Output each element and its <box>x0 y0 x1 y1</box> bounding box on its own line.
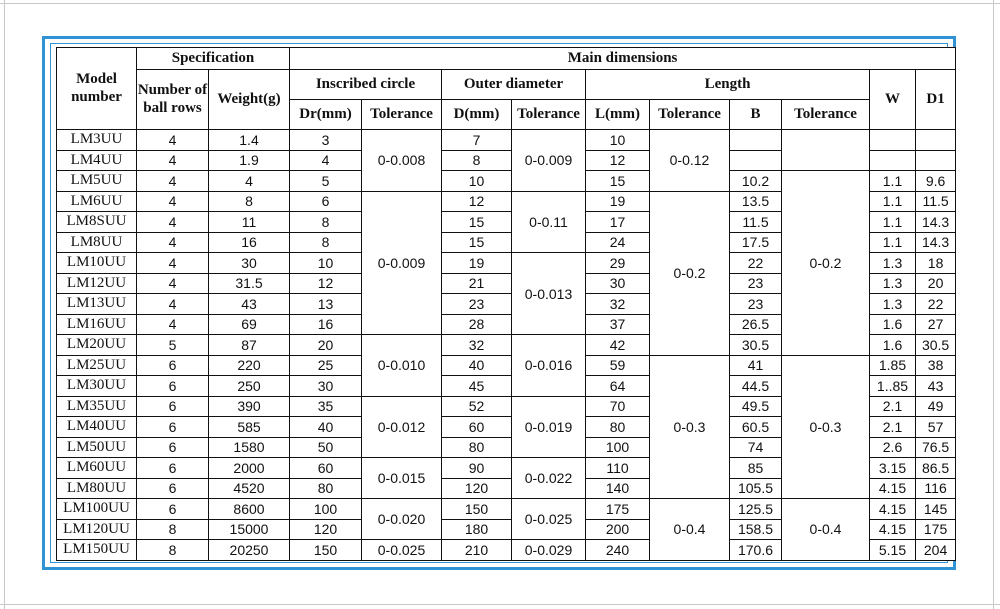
cell-weight: 1.9 <box>209 150 290 171</box>
cell-ball-rows: 6 <box>137 499 209 520</box>
cell-d1: 22 <box>916 294 956 315</box>
cell-b: 105.5 <box>730 478 782 499</box>
cell-w: 1.3 <box>870 294 916 315</box>
cell-d: 8 <box>442 150 512 171</box>
cell-model: LM100UU <box>57 499 137 520</box>
cell-l: 15 <box>586 171 650 192</box>
cell-l: 19 <box>586 191 650 212</box>
header-d-tolerance: Tolerance <box>512 100 586 130</box>
cell-d-tolerance: 0-0.009 <box>512 130 586 192</box>
cell-weight: 15000 <box>209 519 290 540</box>
cell-d1 <box>916 130 956 151</box>
cell-l: 10 <box>586 130 650 151</box>
header-main-dimensions: Main dimensions <box>290 48 956 70</box>
cell-model: LM30UU <box>57 376 137 397</box>
cell-d: 80 <box>442 437 512 458</box>
cell-ball-rows: 4 <box>137 314 209 335</box>
cell-d-tolerance: 0-0.029 <box>512 540 586 561</box>
cell-b: 11.5 <box>730 212 782 233</box>
cell-weight: 220 <box>209 355 290 376</box>
cell-l: 12 <box>586 150 650 171</box>
cell-model: LM40UU <box>57 417 137 438</box>
cell-weight: 585 <box>209 417 290 438</box>
cell-w <box>870 150 916 171</box>
right-guide-line <box>993 0 994 609</box>
cell-l: 64 <box>586 376 650 397</box>
cell-d1: 86.5 <box>916 458 956 479</box>
cell-dr: 4 <box>290 150 362 171</box>
cell-b-tolerance: 0-0.2 <box>782 171 870 356</box>
cell-dr-tolerance: 0-0.020 <box>362 499 442 540</box>
cell-b: 17.5 <box>730 232 782 253</box>
cell-d1: 20 <box>916 273 956 294</box>
cell-d-tolerance: 0-0.11 <box>512 191 586 253</box>
cell-dr: 120 <box>290 519 362 540</box>
cell-ball-rows: 4 <box>137 150 209 171</box>
cell-d: 150 <box>442 499 512 520</box>
cell-d-tolerance: 0-0.016 <box>512 335 586 397</box>
cell-b: 49.5 <box>730 396 782 417</box>
cell-weight: 20250 <box>209 540 290 561</box>
cell-dr: 3 <box>290 130 362 151</box>
cell-model: LM60UU <box>57 458 137 479</box>
cell-w: 1.3 <box>870 253 916 274</box>
cell-d-tolerance: 0-0.025 <box>512 499 586 540</box>
cell-weight: 69 <box>209 314 290 335</box>
cell-weight: 8 <box>209 191 290 212</box>
cell-d1: 116 <box>916 478 956 499</box>
linear-bearing-spec-table <box>56 47 956 561</box>
cell-b: 23 <box>730 273 782 294</box>
cell-w: 1.3 <box>870 273 916 294</box>
cell-ball-rows: 6 <box>137 437 209 458</box>
header-specification: Specification <box>137 48 290 70</box>
cell-model: LM5UU <box>57 171 137 192</box>
cell-model: LM120UU <box>57 519 137 540</box>
header-l: L(mm) <box>586 100 650 130</box>
cell-dr: 10 <box>290 253 362 274</box>
header-length: Length <box>586 70 870 100</box>
cell-d: 120 <box>442 478 512 499</box>
cell-d1: 145 <box>916 499 956 520</box>
cell-weight: 30 <box>209 253 290 274</box>
cell-d1: 11.5 <box>916 191 956 212</box>
cell-d: 90 <box>442 458 512 479</box>
cell-d1: 57 <box>916 417 956 438</box>
cell-b: 170.6 <box>730 540 782 561</box>
cell-dr: 5 <box>290 171 362 192</box>
cell-d: 40 <box>442 355 512 376</box>
cell-w: 1.85 <box>870 355 916 376</box>
cell-dr: 30 <box>290 376 362 397</box>
cell-model: LM50UU <box>57 437 137 458</box>
cell-ball-rows: 4 <box>137 232 209 253</box>
cell-ball-rows: 6 <box>137 376 209 397</box>
cell-l: 175 <box>586 499 650 520</box>
cell-d: 32 <box>442 335 512 356</box>
cell-dr-tolerance: 0-0.008 <box>362 130 442 192</box>
cell-b: 74 <box>730 437 782 458</box>
cell-model: LM25UU <box>57 355 137 376</box>
header-model-number: Model number <box>57 48 137 130</box>
cell-weight: 16 <box>209 232 290 253</box>
cell-b: 13.5 <box>730 191 782 212</box>
cell-d: 60 <box>442 417 512 438</box>
header-dr-tolerance: Tolerance <box>362 100 442 130</box>
cell-dr: 20 <box>290 335 362 356</box>
cell-l: 37 <box>586 314 650 335</box>
cell-b-tolerance: 0-0.3 <box>782 355 870 499</box>
top-guide-line <box>0 3 1000 4</box>
cell-w: 3.15 <box>870 458 916 479</box>
cell-l: 59 <box>586 355 650 376</box>
cell-d1: 27 <box>916 314 956 335</box>
cell-l: 29 <box>586 253 650 274</box>
table-row <box>57 171 956 192</box>
cell-ball-rows: 6 <box>137 396 209 417</box>
header-dr: Dr(mm) <box>290 100 362 130</box>
cell-l-tolerance: 0-0.2 <box>650 191 730 355</box>
cell-d1: 14.3 <box>916 232 956 253</box>
cell-d1: 204 <box>916 540 956 561</box>
cell-d: 15 <box>442 232 512 253</box>
cell-d: 23 <box>442 294 512 315</box>
cell-w: 2.6 <box>870 437 916 458</box>
cell-ball-rows: 8 <box>137 519 209 540</box>
cell-d1: 14.3 <box>916 212 956 233</box>
cell-d: 10 <box>442 171 512 192</box>
cell-w: 1..85 <box>870 376 916 397</box>
cell-b: 125.5 <box>730 499 782 520</box>
header-w: W <box>870 70 916 130</box>
cell-l-tolerance: 0-0.4 <box>650 499 730 561</box>
cell-model: LM12UU <box>57 273 137 294</box>
cell-ball-rows: 6 <box>137 478 209 499</box>
cell-ball-rows: 4 <box>137 212 209 233</box>
cell-model: LM35UU <box>57 396 137 417</box>
cell-ball-rows: 8 <box>137 540 209 561</box>
table-row <box>57 355 956 376</box>
cell-l: 70 <box>586 396 650 417</box>
cell-w: 1.1 <box>870 232 916 253</box>
cell-dr: 6 <box>290 191 362 212</box>
cell-model: LM8UU <box>57 232 137 253</box>
cell-model: LM13UU <box>57 294 137 315</box>
header-weight: Weight(g) <box>209 70 290 130</box>
cell-d: 52 <box>442 396 512 417</box>
cell-b: 158.5 <box>730 519 782 540</box>
cell-ball-rows: 6 <box>137 355 209 376</box>
cell-weight: 31.5 <box>209 273 290 294</box>
cell-dr: 40 <box>290 417 362 438</box>
cell-d: 19 <box>442 253 512 274</box>
cell-dr: 100 <box>290 499 362 520</box>
cell-model: LM10UU <box>57 253 137 274</box>
cell-dr: 50 <box>290 437 362 458</box>
cell-l: 140 <box>586 478 650 499</box>
cell-ball-rows: 6 <box>137 417 209 438</box>
cell-l: 240 <box>586 540 650 561</box>
cell-model: LM6UU <box>57 191 137 212</box>
cell-ball-rows: 4 <box>137 171 209 192</box>
cell-d-tolerance: 0-0.013 <box>512 253 586 335</box>
header-outer-diameter: Outer diameter <box>442 70 586 100</box>
table-row <box>57 499 956 520</box>
cell-b: 10.2 <box>730 171 782 192</box>
cell-l: 24 <box>586 232 650 253</box>
cell-weight: 2000 <box>209 458 290 479</box>
bottom-guide-line <box>0 604 1000 605</box>
cell-dr-tolerance: 0-0.015 <box>362 458 442 499</box>
cell-l: 30 <box>586 273 650 294</box>
cell-b: 30.5 <box>730 335 782 356</box>
cell-dr: 8 <box>290 212 362 233</box>
cell-weight: 1580 <box>209 437 290 458</box>
cell-b: 85 <box>730 458 782 479</box>
cell-ball-rows: 4 <box>137 130 209 151</box>
cell-dr: 8 <box>290 232 362 253</box>
cell-dr: 60 <box>290 458 362 479</box>
cell-w: 4.15 <box>870 499 916 520</box>
cell-model: LM150UU <box>57 540 137 561</box>
cell-b: 60.5 <box>730 417 782 438</box>
cell-l-tolerance: 0-0.3 <box>650 355 730 499</box>
cell-dr: 13 <box>290 294 362 315</box>
cell-d-tolerance: 0-0.019 <box>512 396 586 458</box>
cell-l: 110 <box>586 458 650 479</box>
cell-w: 1.6 <box>870 335 916 356</box>
cell-ball-rows: 6 <box>137 458 209 479</box>
cell-dr-tolerance: 0-0.010 <box>362 335 442 397</box>
cell-l: 80 <box>586 417 650 438</box>
cell-dr: 25 <box>290 355 362 376</box>
cell-w: 1.6 <box>870 314 916 335</box>
cell-b <box>730 130 782 151</box>
cell-weight: 4520 <box>209 478 290 499</box>
cell-model: LM80UU <box>57 478 137 499</box>
cell-ball-rows: 4 <box>137 191 209 212</box>
table-row <box>57 130 956 151</box>
cell-d: 45 <box>442 376 512 397</box>
cell-w <box>870 130 916 151</box>
header-l-tolerance: Tolerance <box>650 100 730 130</box>
cell-l: 32 <box>586 294 650 315</box>
cell-b <box>730 150 782 171</box>
cell-weight: 250 <box>209 376 290 397</box>
cell-w: 1.1 <box>870 171 916 192</box>
cell-model: LM20UU <box>57 335 137 356</box>
header-b: B <box>730 100 782 130</box>
cell-d: 28 <box>442 314 512 335</box>
header-b-tolerance: Tolerance <box>782 100 870 130</box>
cell-dr-tolerance: 0-0.025 <box>362 540 442 561</box>
cell-weight: 11 <box>209 212 290 233</box>
cell-l: 17 <box>586 212 650 233</box>
cell-weight: 390 <box>209 396 290 417</box>
cell-b-tolerance: 0-0.4 <box>782 499 870 561</box>
cell-b: 22 <box>730 253 782 274</box>
header-d1: D1 <box>916 70 956 130</box>
left-guide-line <box>4 0 5 609</box>
cell-d: 15 <box>442 212 512 233</box>
cell-b: 26.5 <box>730 314 782 335</box>
cell-d: 180 <box>442 519 512 540</box>
cell-b: 44.5 <box>730 376 782 397</box>
cell-l: 200 <box>586 519 650 540</box>
cell-model: LM16UU <box>57 314 137 335</box>
cell-l: 42 <box>586 335 650 356</box>
cell-w: 1.1 <box>870 212 916 233</box>
cell-ball-rows: 4 <box>137 253 209 274</box>
cell-weight: 8600 <box>209 499 290 520</box>
cell-w: 1.1 <box>870 191 916 212</box>
cell-d: 7 <box>442 130 512 151</box>
cell-d1 <box>916 150 956 171</box>
cell-ball-rows: 5 <box>137 335 209 356</box>
cell-model: LM3UU <box>57 130 137 151</box>
cell-d1: 43 <box>916 376 956 397</box>
cell-weight: 1.4 <box>209 130 290 151</box>
cell-d1: 9.6 <box>916 171 956 192</box>
cell-b: 41 <box>730 355 782 376</box>
cell-ball-rows: 4 <box>137 294 209 315</box>
cell-w: 4.15 <box>870 519 916 540</box>
cell-d-tolerance: 0-0.022 <box>512 458 586 499</box>
cell-weight: 87 <box>209 335 290 356</box>
cell-d: 12 <box>442 191 512 212</box>
cell-d: 21 <box>442 273 512 294</box>
header-inscribed-circle: Inscribed circle <box>290 70 442 100</box>
cell-d1: 175 <box>916 519 956 540</box>
cell-ball-rows: 4 <box>137 273 209 294</box>
cell-d1: 49 <box>916 396 956 417</box>
header-ball-rows: Number of ball rows <box>137 70 209 130</box>
cell-w: 4.15 <box>870 478 916 499</box>
cell-d1: 38 <box>916 355 956 376</box>
cell-b-tolerance-empty <box>782 130 870 171</box>
header-d: D(mm) <box>442 100 512 130</box>
cell-model: LM4UU <box>57 150 137 171</box>
cell-d1: 30.5 <box>916 335 956 356</box>
cell-weight: 4 <box>209 171 290 192</box>
cell-d: 210 <box>442 540 512 561</box>
cell-weight: 43 <box>209 294 290 315</box>
cell-dr: 150 <box>290 540 362 561</box>
cell-w: 5.15 <box>870 540 916 561</box>
cell-dr: 80 <box>290 478 362 499</box>
cell-w: 2.1 <box>870 417 916 438</box>
cell-d1: 76.5 <box>916 437 956 458</box>
cell-dr-tolerance: 0-0.009 <box>362 191 442 335</box>
cell-dr: 35 <box>290 396 362 417</box>
cell-l: 100 <box>586 437 650 458</box>
cell-d1: 18 <box>916 253 956 274</box>
cell-b: 23 <box>730 294 782 315</box>
cell-dr-tolerance: 0-0.012 <box>362 396 442 458</box>
cell-model: LM8SUU <box>57 212 137 233</box>
cell-l-tolerance: 0-0.12 <box>650 130 730 192</box>
cell-w: 2.1 <box>870 396 916 417</box>
cell-dr: 12 <box>290 273 362 294</box>
cell-dr: 16 <box>290 314 362 335</box>
